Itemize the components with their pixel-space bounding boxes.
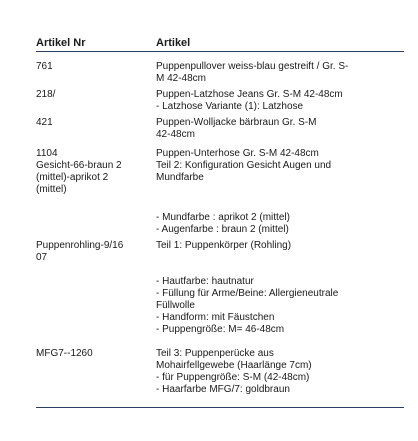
article-line: Puppen-Unterhose Gr. S-M 42-48cm (156, 148, 319, 159)
article-description-cell (156, 276, 404, 336)
article-line: - Hautfarbe: hautnatur (156, 276, 254, 287)
article-description-cell (156, 89, 404, 113)
article-number: 07 (36, 252, 48, 263)
article-line: - Handform: mit Fäustchen (156, 312, 275, 323)
header-article-number: Artikel Nr (36, 37, 86, 49)
table-header (36, 35, 404, 49)
article-number-cell (36, 348, 152, 360)
article-line: Puppen-Latzhose Jeans Gr. S-M 42-48cm (156, 89, 343, 100)
article-description-cell (156, 240, 404, 252)
article-number: 1104 (36, 148, 58, 159)
article-number: (mittel)-aprikot 2 (36, 172, 109, 183)
article-number-cell (36, 148, 152, 196)
article-line: - Füllung für Arme/Beine: Allergieneutrale (156, 288, 339, 299)
article-line: Teil 2: Konfiguration Gesicht Augen und (156, 160, 332, 171)
article-number: 761 (36, 61, 53, 72)
article-number: MFG7--1260 (36, 348, 93, 359)
table-bottom-rule (36, 407, 404, 408)
article-number-cell (36, 61, 152, 73)
article-line: Teil 3: Puppenperücke aus (156, 348, 274, 359)
article-number: 218/ (36, 89, 56, 100)
article-line: - Puppengröße: M= 46-48cm (156, 324, 285, 335)
article-number: Gesicht-66-braun 2 (36, 160, 122, 171)
article-line: - für Puppengröße: S-M (42-48cm) (156, 372, 310, 383)
article-number-cell (36, 89, 152, 101)
article-description-cell (156, 117, 404, 141)
article-number: 421 (36, 117, 53, 128)
article-description-cell (156, 212, 404, 236)
article-line: Mohairfellgewebe (Haarlänge 7cm) (156, 360, 312, 371)
article-line: - Augenfarbe : braun 2 (mittel) (156, 224, 289, 235)
article-line: - Mundfarbe : aprikot 2 (mittel) (156, 212, 290, 223)
article-description-cell (156, 148, 404, 184)
article-line: Mundfarbe (156, 172, 204, 183)
article-line: 42-48cm (156, 129, 195, 140)
article-line: M 42-48cm (156, 73, 207, 84)
article-number-cell (36, 240, 152, 264)
header-rule (36, 51, 404, 52)
article-line: - Latzhose Variante (1): Latzhose (156, 101, 304, 112)
article-number: (mittel) (36, 184, 67, 195)
article-line: Füllwolle (156, 300, 195, 311)
header-article: Artikel (156, 37, 191, 49)
article-number: Puppenrohling-9/16 (36, 240, 124, 251)
article-line: Teil 1: Puppenkörper (Rohling) (156, 240, 292, 251)
article-line: - Haarfarbe MFG/7: goldbraun (156, 384, 290, 395)
article-description-cell (156, 348, 404, 396)
article-line: Puppenpullover weiss-blau gestreift / Gr. S- (156, 61, 349, 72)
article-number-cell (36, 117, 152, 129)
article-table (36, 35, 404, 395)
article-description-cell (156, 61, 404, 85)
article-line: Puppen-Wolljacke bärbraun Gr. S-M (156, 117, 317, 128)
